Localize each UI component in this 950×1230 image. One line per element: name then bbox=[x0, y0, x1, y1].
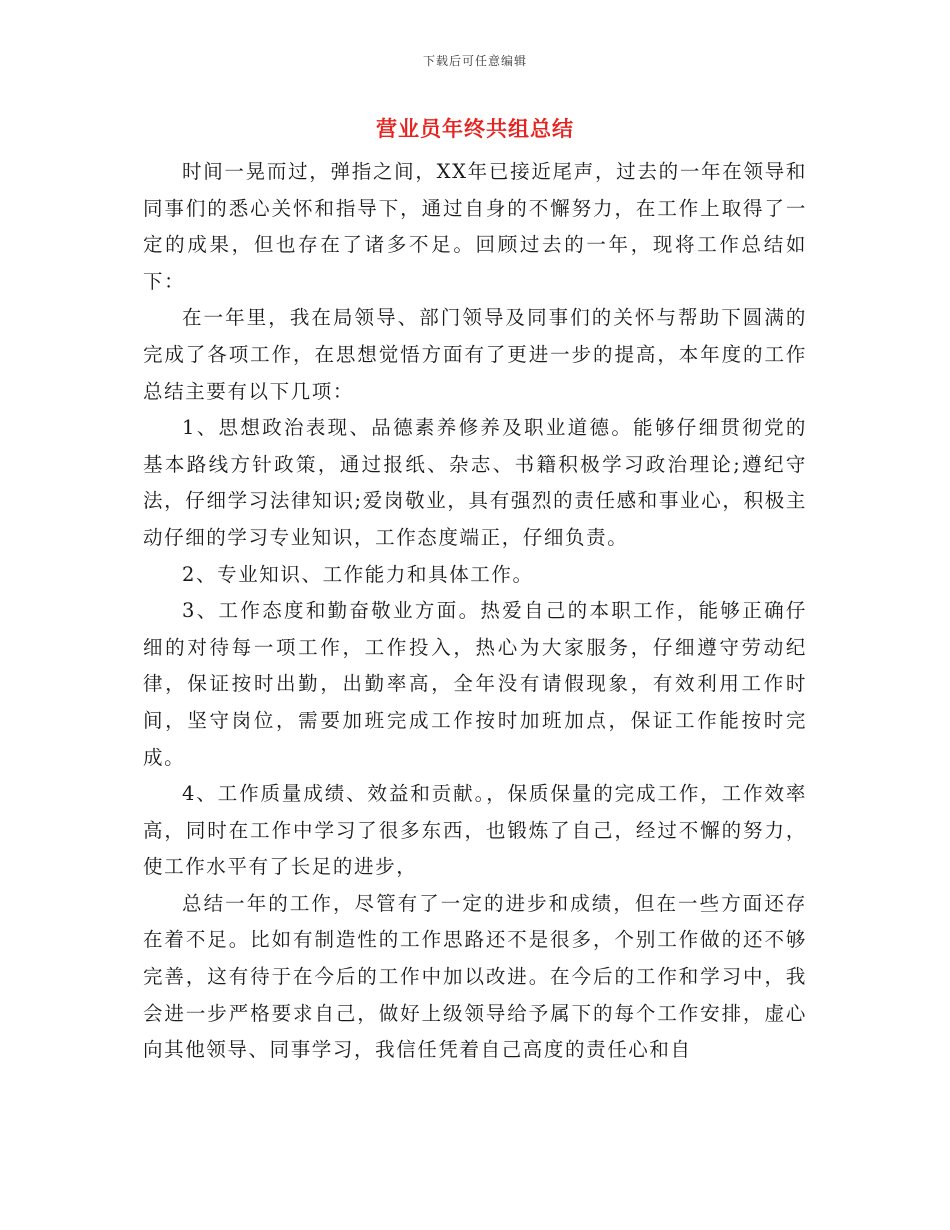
paragraph-item-1: 1、思想政治表现、品德素养修养及职业道德。能够仔细贯彻党的基本路线方针政策，通过报纸、杂志、书籍积极学习政治理论;遵纪守法，仔细学习法律知识;爱岗敬业，具有强烈的责任感和事业心，积极主动仔细的学习专业知识，工作态度端正，仔细负责。 bbox=[143, 416, 807, 549]
paragraph-item-3: 3、工作态度和勤奋敬业方面。热爱自己的本职工作，能够正确仔细的对待每一项工作，工作投入，热心为大家服务，仔细遵守劳动纪律，保证按时出勤，出勤率高，全年没有请假现象，有效利用工作时间，坚守岗位，需要加班完成工作按时加班加点，保证工作能按时完成。 bbox=[143, 599, 807, 769]
header-note: 下载后可任意编辑 bbox=[422, 54, 527, 68]
document-body bbox=[143, 154, 807, 1069]
paragraph-overview: 在一年里，我在局领导、部门领导及同事们的关怀与帮助下圆满的完成了各项工作，在思想觉悟方面有了更进一步的提高，本年度的工作总结主要有以下几项： bbox=[143, 306, 807, 403]
paragraph-item-4: 4、工作质量成绩、效益和贡献。，保质保量的完成工作，工作效率高，同时在工作中学习了很多东西，也锻炼了自己，经过不懈的努力，使工作水平有了长足的进步， bbox=[143, 782, 807, 879]
paragraph-intro: 时间一晃而过，弹指之间，XX年已接近尾声，过去的一年在领导和同事们的悉心关怀和指导下，通过自身的不懈努力，在工作上取得了一定的成果，但也存在了诸多不足。回顾过去的一年，现将工作总结如下： bbox=[143, 160, 807, 293]
document-title: 营业员年终共组总结 bbox=[376, 116, 574, 141]
paragraph-item-2: 2、专业知识、工作能力和具体工作。 bbox=[182, 562, 534, 586]
paragraph-summary: 总结一年的工作，尽管有了一定的进步和成绩，但在一些方面还存在着不足。比如有制造性的工作思路还不是很多，个别工作做的还不够完善，这有待于在今后的工作中加以改进。在今后的工作和学习中，我会进一步严格要求自己，做好上级领导给予属下的每个工作安排，虚心向其他领导、同事学习，我信任凭着自己高度的责任心和自 bbox=[143, 891, 807, 1062]
